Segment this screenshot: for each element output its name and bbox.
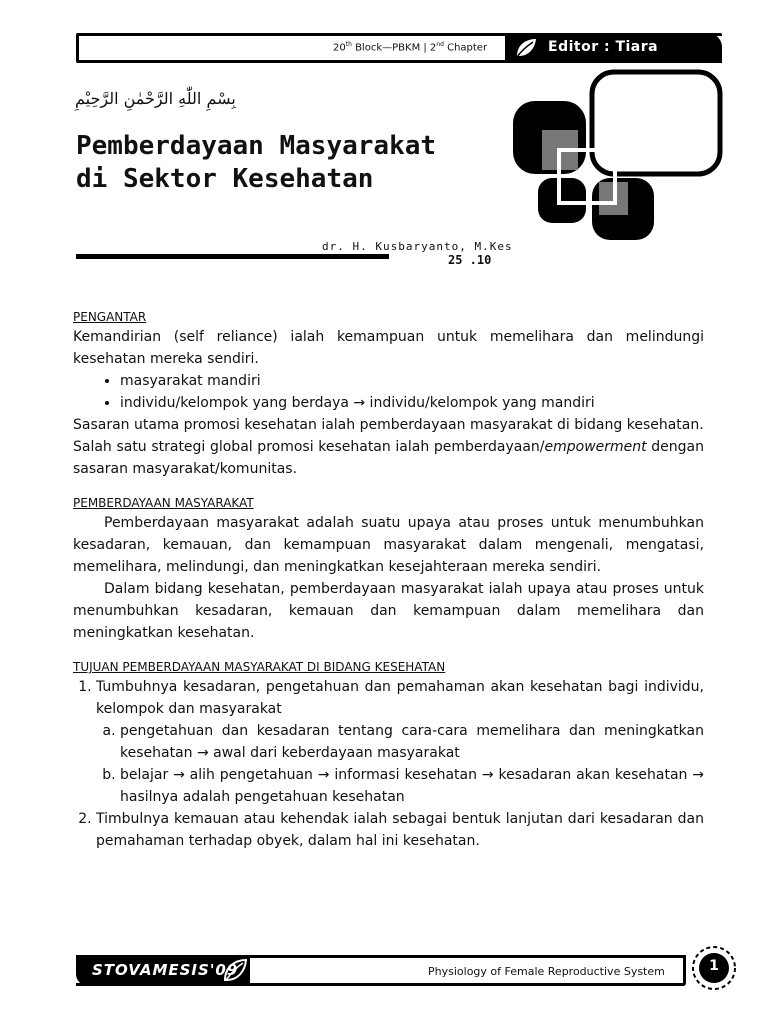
title-underline: [76, 254, 389, 259]
author-name: dr. H. Kusbaryanto, M.Kes: [322, 240, 513, 253]
section-heading-pengantar: PENGANTAR: [73, 310, 147, 324]
bullet-list: [73, 370, 704, 414]
bismillah-calligraphy: بِسْمِ اللّٰهِ الرَّحْمٰنِ الرَّحِيْمِ: [75, 89, 236, 108]
numbered-list: [73, 676, 704, 852]
leaf-icon: [222, 957, 248, 983]
list-item: a. pengetahuan dan kesadaran tentang cara-cara memelihara dan meningkatkan kesehatan → awal dari keberdayaan masyarakat: [120, 720, 704, 764]
document-body: [73, 308, 704, 852]
section-heading-tujuan: TUJUAN PEMBERDAYAAN MASYARAKAT DI BIDANG KESEHATAN: [73, 660, 446, 674]
date-label: 25 .10: [448, 253, 492, 267]
paragraph: Dalam bidang kesehatan, pemberdayaan masyarakat ialah upaya atau proses untuk menumbuhkan kesadaran, kemauan dan kemampuan dalam memelihara dan meningkatkan kesehatan.: [73, 581, 704, 641]
footer-subtitle: Physiology of Female Reproductive System: [428, 965, 665, 978]
list-item: 1. Tumbuhnya kesadaran, pengetahuan dan pemahaman akan kesehatan bagi individu, kelompok dan masyarakat a. pengetahuan dan kesadaran tentang cara-cara memelihara dan meningkatkan kesehatan → awal dari keberdayaan masyarakat b. belajar → alih pengetahuan → informasi kesehatan → kesadaran akan kesehatan → hasilnya adalah pengetahuan kesehatan: [96, 676, 704, 808]
list-item: b. belajar → alih pengetahuan → informasi kesehatan → kesadaran akan kesehatan → hasilnya adalah pengetahuan kesehatan: [120, 764, 704, 808]
sub-list: [96, 720, 704, 808]
page-title: Pemberdayaan Masyarakat di Sektor Kesehatan: [76, 131, 437, 194]
paragraph: Sasaran utama promosi kesehatan ialah pemberdayaan masyarakat di bidang kesehatan.: [73, 417, 704, 433]
list-item: 2. Timbulnya kemauan atau kehendak ialah sebagai bentuk lanjutan dari kesadaran dan pemahaman terhadap obyek, dalam hal ini kesehatan.: [96, 808, 704, 852]
page-number: 1: [709, 958, 719, 974]
footer-brand: STOVAMESIS'09: [92, 961, 239, 979]
section-heading-pemberdayaan: PEMBERDAYAAN MASYARAKAT: [73, 496, 254, 510]
list-item: • individu/kelompok yang berdaya → individu/kelompok yang mandiri: [120, 392, 704, 414]
paragraph: Salah satu strategi global promosi kesehatan ialah pemberdayaan/empowerment dengan sasaran masyarakat/komunitas.: [73, 439, 704, 477]
paragraph: Pemberdayaan masyarakat adalah suatu upaya atau proses untuk menumbuhkan kesadaran, kemauan, dan kemampuan masyarakat dalam mengenali, mengatasi, memelihara, melindungi, dan meningkatkan kesejahteraan mereka sendiri.: [73, 515, 704, 575]
leaf-icon: [513, 36, 539, 60]
header-block-chapter: 20th Block—PBKM | 2nd Chapter: [333, 41, 488, 54]
decorative-squares-graphic: [505, 68, 725, 244]
paragraph: Kemandirian (self reliance) ialah kemampuan untuk memelihara dan melindungi kesehatan mereka sendiri.: [73, 329, 704, 367]
header-editor: Editor : Tiara: [548, 39, 659, 55]
list-item: • masyarakat mandiri: [120, 370, 704, 392]
